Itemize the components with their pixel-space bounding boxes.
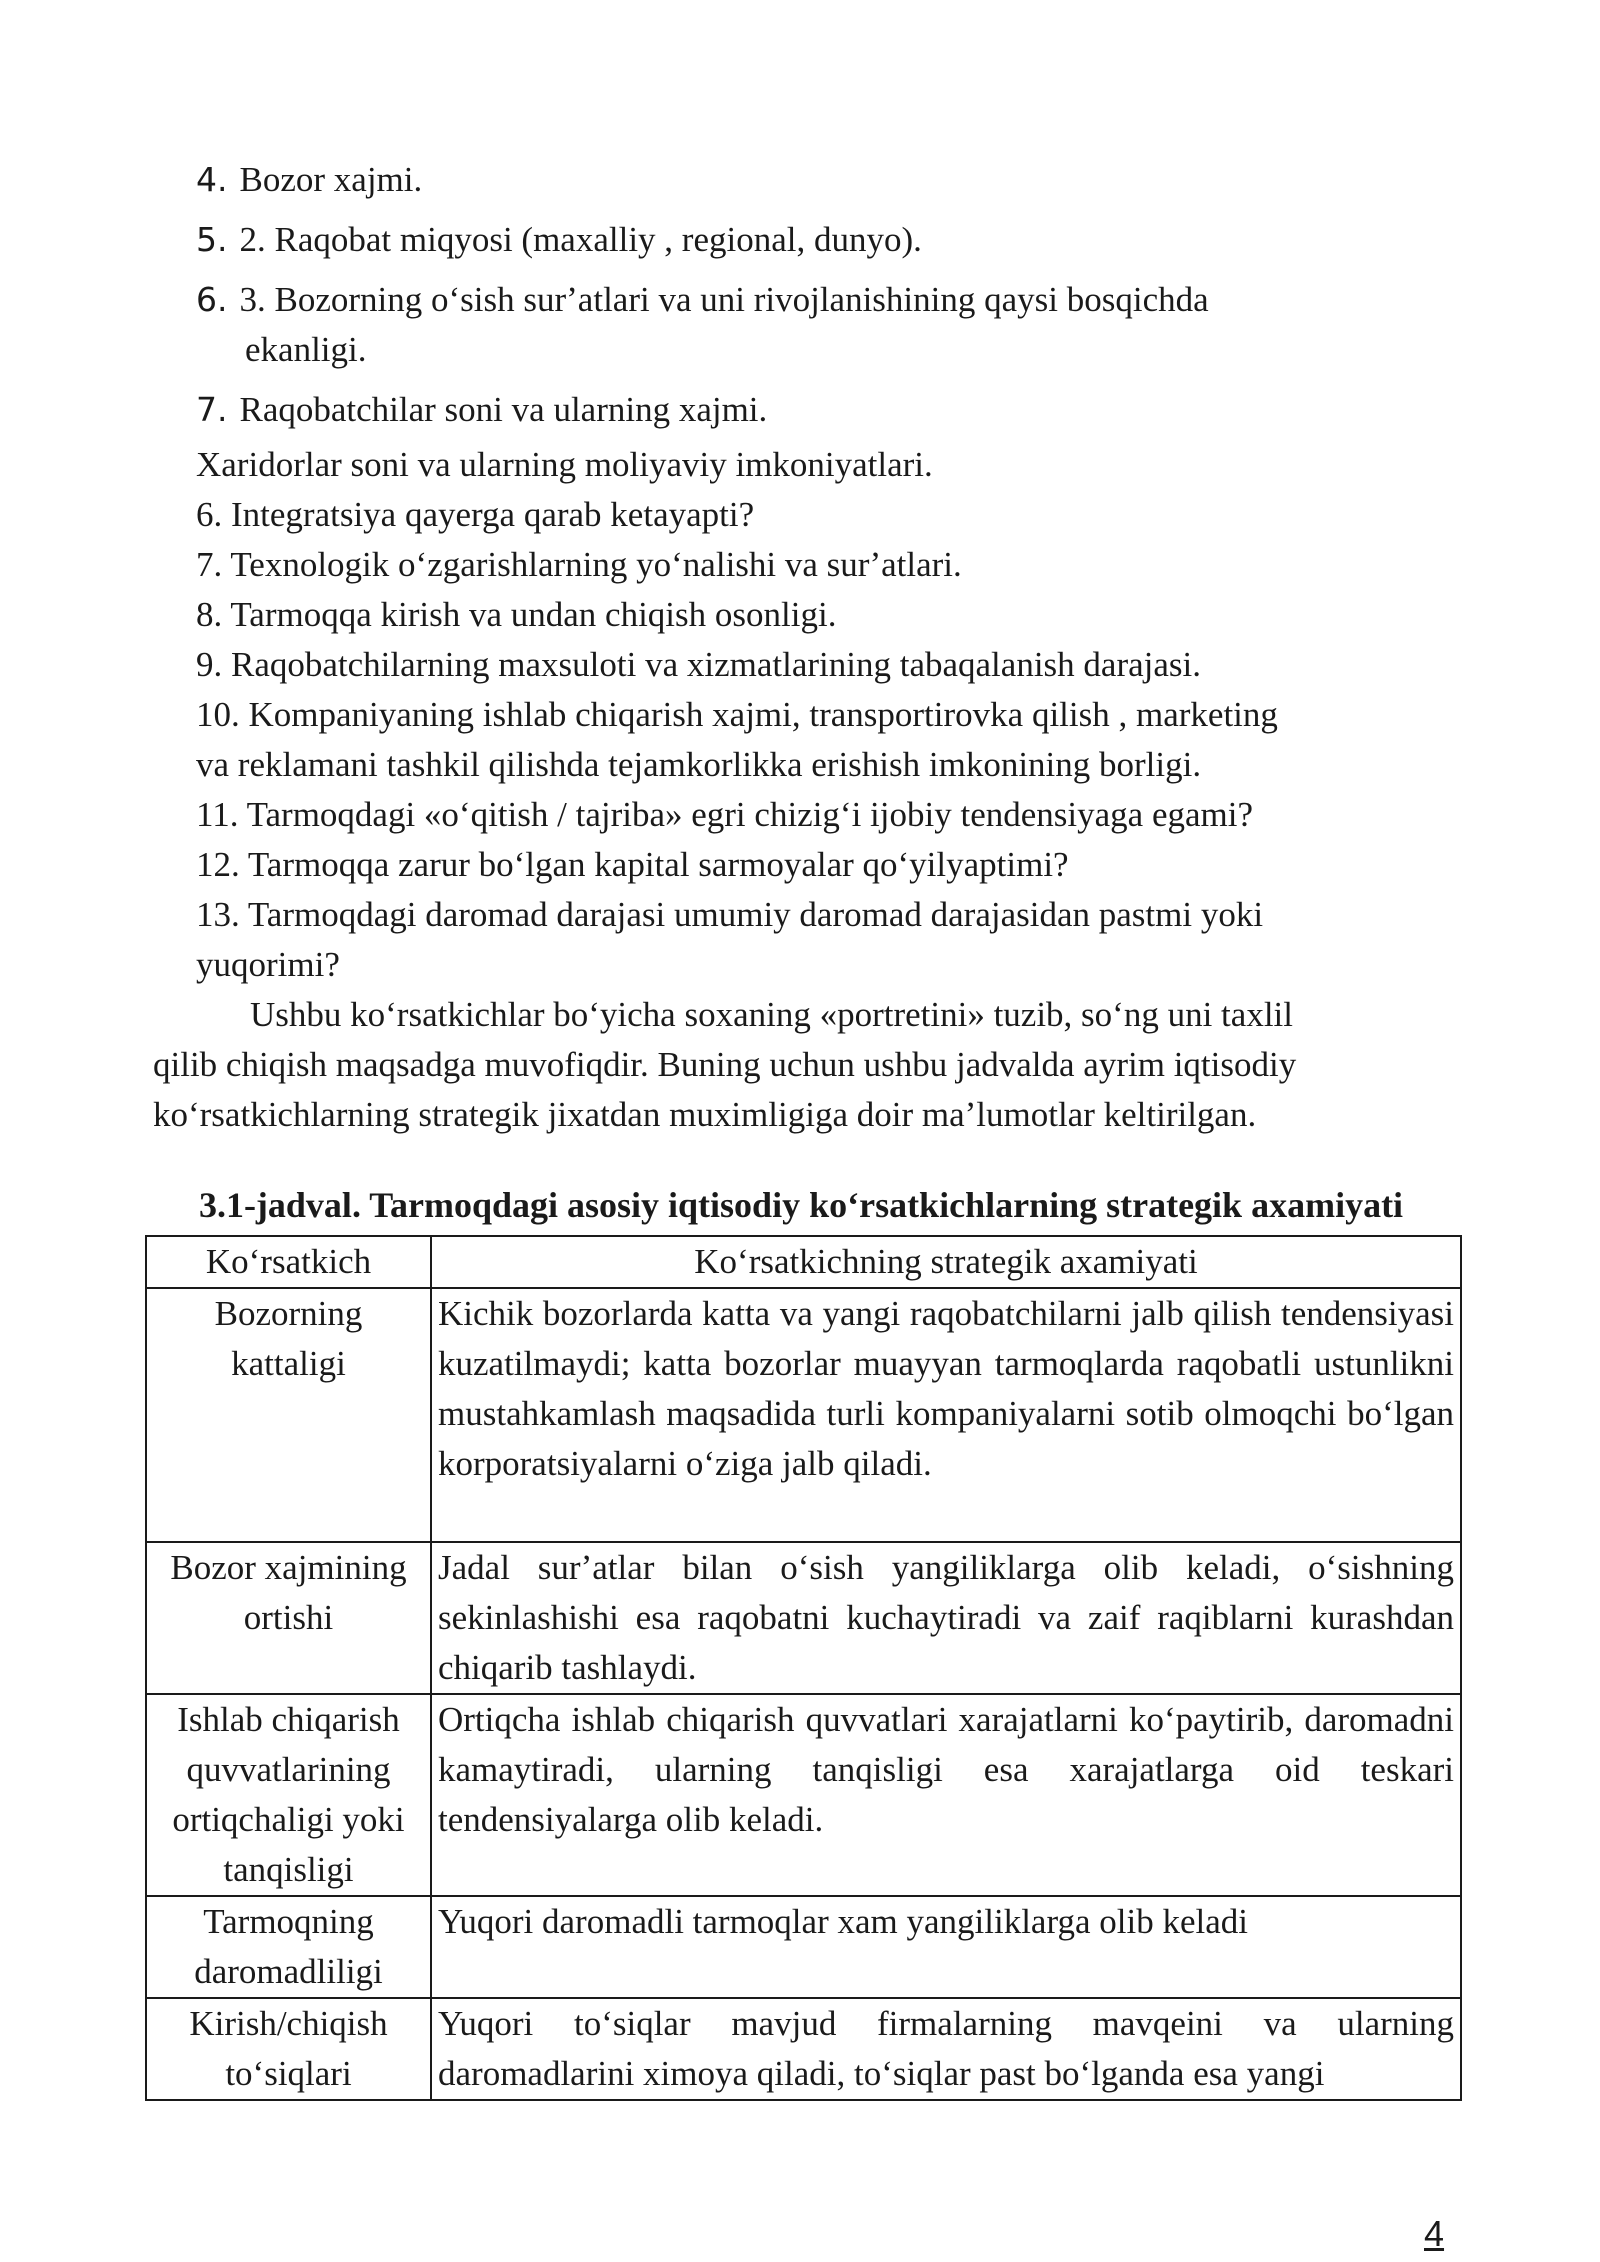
paragraph-10-line-2: va reklamani tashkil qilishda tejamkorlikka erishish imkonining borligi. [196, 745, 1202, 784]
column-header-indicator: Koʻrsatkich [146, 1236, 431, 1288]
paragraph-12: 12. Tarmoqqa zarur boʻlgan kapital sarmoyalar qoʻyilyaptimi? [196, 845, 1069, 884]
description-cell: Ortiqcha ishlab chiqarish quvvatlari xarajatlarni koʻpaytirib, daromadni kamaytiradi, ularning tanqisligi esa xarajatlarga oid teskari tendensiyalarga olib keladi. [431, 1694, 1461, 1896]
list-marker: 7. [196, 390, 228, 429]
indicator-cell: Bozorning kattaligi [146, 1288, 431, 1542]
list-marker: 4. [196, 160, 228, 199]
paragraph-13-line-2: yuqorimi? [196, 945, 340, 984]
list-marker: 5. [196, 220, 228, 259]
table-header-row [146, 1236, 1461, 1288]
indicators-table [145, 1235, 1462, 2101]
paragraph-7: 7. Texnologik oʻzgarishlarning yoʻnalishi va surʼatlari. [196, 545, 962, 584]
table-row [146, 1694, 1461, 1896]
list-item-text: 2. Raqobat miqyosi (maxalliy , regional, dunyo). [239, 220, 922, 259]
indicator-cell: Tarmoqning daromadliligi [146, 1896, 431, 1998]
paragraph-10-line-1: 10. Kompaniyaning ishlab chiqarish xajmi, transportirovka qilish , marketing [196, 695, 1278, 734]
column-header-significance: Koʻrsatkichning strategik axamiyati [431, 1236, 1461, 1288]
intro-paragraph-line-2: qilib chiqish maqsadga muvofiqdir. Buning uchun ushbu jadvalda ayrim iqtisodiy [153, 1045, 1297, 1084]
paragraph-6: 6. Integratsiya qayerga qarab ketayapti? [196, 495, 755, 534]
list-item-text: Raqobatchilar soni va ularning xajmi. [239, 390, 768, 429]
list-item-4 [196, 155, 422, 205]
table-row [146, 1998, 1461, 2100]
indicator-cell: Kirish/chiqish toʻsiqlari [146, 1998, 431, 2100]
description-cell: Yuqori daromadli tarmoqlar xam yangiliklarga olib keladi [431, 1896, 1461, 1998]
paragraph-xaridorlar: Xaridorlar soni va ularning moliyaviy imkoniyatlari. [196, 445, 933, 484]
intro-paragraph-line-3: koʻrsatkichlarning strategik jixatdan muximligiga doir maʼlumotlar keltirilgan. [153, 1095, 1257, 1134]
table-row [146, 1896, 1461, 1998]
paragraph-11: 11. Tarmoqdagi «oʻqitish / tajriba» egri chizigʻi ijobiy tendensiyaga egami? [196, 795, 1253, 834]
paragraph-9: 9. Raqobatchilarning maxsuloti va xizmatlarining tabaqalanish darajasi. [196, 645, 1201, 684]
page-number: 4 [1424, 2213, 1445, 2254]
paragraph-8: 8. Tarmoqqa kirish va undan chiqish osonligi. [196, 595, 837, 634]
intro-paragraph-line-1: Ushbu koʻrsatkichlar boʻyicha soxaning «portretini» tuzib, soʻng uni taxlil [250, 995, 1293, 1034]
description-cell: Kichik bozorlarda katta va yangi raqobatchilarni jalb qilish tendensiyasi kuzatilmaydi; katta bozorlar muayyan tarmoqlarda raqobatli ustunlikni mustahkamlash maqsadida turli kompaniyalarni sotib olmoqchi boʻlgan korporatsiyalarni oʻziga jalb qiladi. [431, 1288, 1461, 1542]
list-item-6-continuation: ekanligi. [245, 330, 367, 369]
list-item-5 [196, 215, 922, 265]
list-item-text: Bozor xajmi. [239, 160, 423, 199]
indicator-cell: Ishlab chiqarish quvvatlarining ortiqchaligi yoki tanqisligi [146, 1694, 431, 1896]
paragraph-13-line-1: 13. Tarmoqdagi daromad darajasi umumiy daromad darajasidan pastmi yoki [196, 895, 1264, 934]
list-item-7 [196, 385, 767, 435]
description-cell: Yuqori toʻsiqlar mavjud firmalarning mavqeini va ularning daromadlarini ximoya qiladi, toʻsiqlar past boʻlganda esa yangi [431, 1998, 1461, 2100]
description-cell: Jadal surʼatlar bilan oʻsish yangiliklarga olib keladi, oʻsishning sekinlashishi esa raqobatni kuchaytiradi va zaif raqiblarni kurashdan chiqarib tashlaydi. [431, 1542, 1461, 1694]
list-item-text: 3. Bozorning oʻsish surʼatlari va uni rivojlanishining qaysi bosqichda [239, 280, 1209, 319]
table-row [146, 1288, 1461, 1542]
table-caption: 3.1-jadval. Tarmoqdagi asosiy iqtisodiy koʻrsatkichlarning strategik axamiyati [198, 1185, 1404, 1225]
list-marker: 6. [196, 280, 228, 319]
indicator-cell: Bozor xajmining ortishi [146, 1542, 431, 1694]
list-item-6 [196, 275, 1458, 325]
table-row [146, 1542, 1461, 1694]
